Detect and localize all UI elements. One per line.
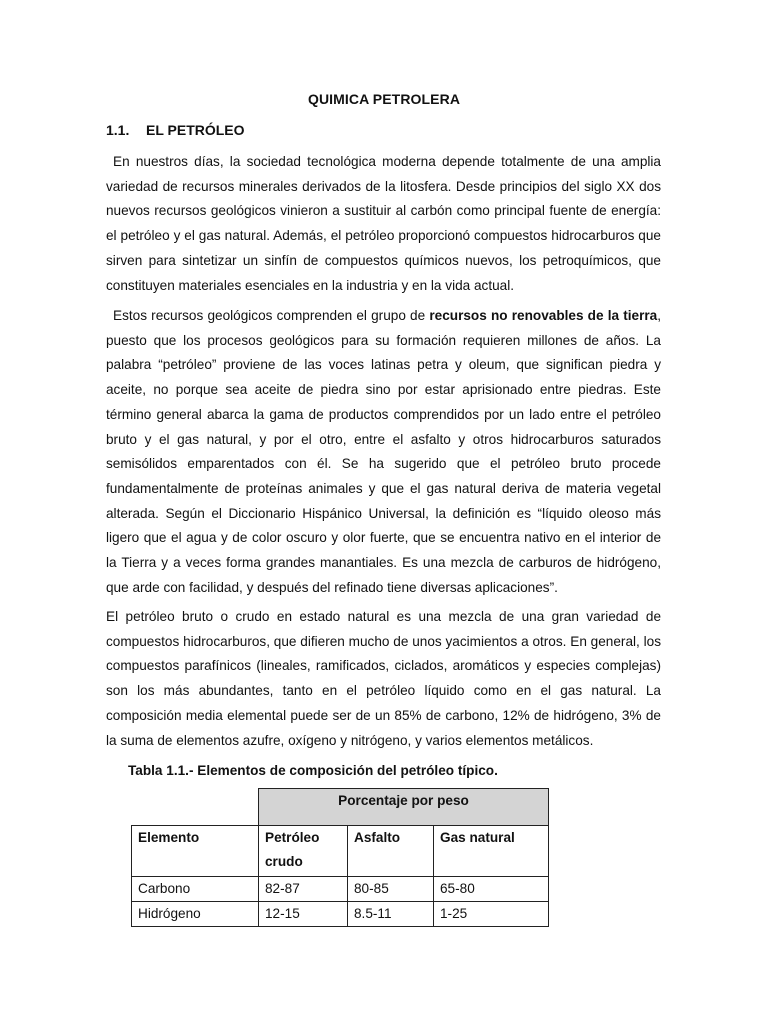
table-empty-corner — [132, 789, 259, 826]
table-cell: 80-85 — [348, 877, 434, 902]
section-heading — [106, 122, 245, 138]
section-title: EL PETRÓLEO — [146, 122, 245, 138]
table-cell: 12-15 — [259, 902, 348, 927]
table-header-cell: Elemento — [132, 826, 259, 877]
paragraph-text-after: , puesto que los procesos geológicos para su formación requieren millones de años. La palabra “petróleo” proviene de las voces latinas petra y oleum, que significan piedra y aceite, no porque sea aceite de piedra sino por estar aprisionado entre piedras. Este término general abarca la gama de productos comprendidos por un lado entre el petróleo bruto y el gas natural, y por el otro, entre el asfalto y otros hidrocarburos saturados semisólidos emparentados con él. Se ha sugerido que el petróleo bruto procede fundamentalmente de proteínas animales y que el gas natural deriva de materia vegetal alterada. Según el Diccionario Hispánico Universal, la definición es “líquido oleoso más ligero que el agua y de color oscuro y olor fuerte, que se encuentra nativo en el interior de la Tierra y a veces forma grandes manantiales. Es una mezcla de carburos de hidrógeno, que arde con facilidad, y después del refinado tiene diversas aplicaciones”. — [106, 308, 662, 595]
table-group-row — [132, 789, 549, 826]
table-caption: Tabla 1.1.- Elementos de composición del petróleo típico. — [128, 763, 498, 778]
paragraph-3 — [106, 605, 661, 753]
paragraph-2 — [106, 304, 661, 600]
paragraph-text: El petróleo bruto o crudo en estado natural es una mezcla de una gran variedad de compuestos hidrocarburos, que difieren mucho de unos yacimientos a otros. En general, los compuestos parafínicos (lineales, ramificados, ciclados, aromáticos y especies complejas) son los más abundantes, tanto en el petróleo líquido como en el gas natural. La composición media elemental puede ser de un 85% de carbono, 12% de hidrógeno, 3% de la suma de elementos azufre, oxígeno y nitrógeno, y varios elementos metálicos. — [106, 609, 661, 748]
table-cell: Hidrógeno — [132, 902, 259, 927]
table-cell: 65-80 — [434, 877, 549, 902]
section-number: 1.1. — [106, 122, 130, 138]
paragraph-1 — [106, 150, 661, 298]
table-cell: 82-87 — [259, 877, 348, 902]
table-header-cell: Asfalto — [348, 826, 434, 877]
table-header-row — [132, 826, 549, 877]
table-header-cell: Petróleo crudo — [259, 826, 348, 877]
table-cell: Carbono — [132, 877, 259, 902]
paragraph-text: En nuestros días, la sociedad tecnológica moderna depende totalmente de una amplia variedad de recursos minerales derivados de la litosfera. Desde principios del siglo XX dos nuevos recursos geológicos vinieron a sustituir al carbón como principal fuente de energía: el petróleo y el gas natural. Además, el petróleo proporcionó compuestos hidrocarburos que sirven para sintetizar un sinfín de compuestos químicos nuevos, los petroquímicos, que constituyen materiales esenciales en la industria y en la vida actual. — [106, 154, 661, 293]
table-cell: 1-25 — [434, 902, 549, 927]
paragraph-text-before: Estos recursos geológicos comprenden el grupo de — [113, 308, 430, 323]
composition-table — [131, 788, 549, 927]
table-cell: 8.5-11 — [348, 902, 434, 927]
table-header-cell: Gas natural — [434, 826, 549, 877]
table-row — [132, 877, 549, 902]
document-title: QUIMICA PETROLERA — [307, 91, 461, 107]
paragraph-bold-phrase: recursos no renovables de la tierra — [429, 308, 658, 323]
table-group-header: Porcentaje por peso — [259, 789, 549, 826]
table-row — [132, 902, 549, 927]
paragraph-text — [106, 304, 661, 600]
